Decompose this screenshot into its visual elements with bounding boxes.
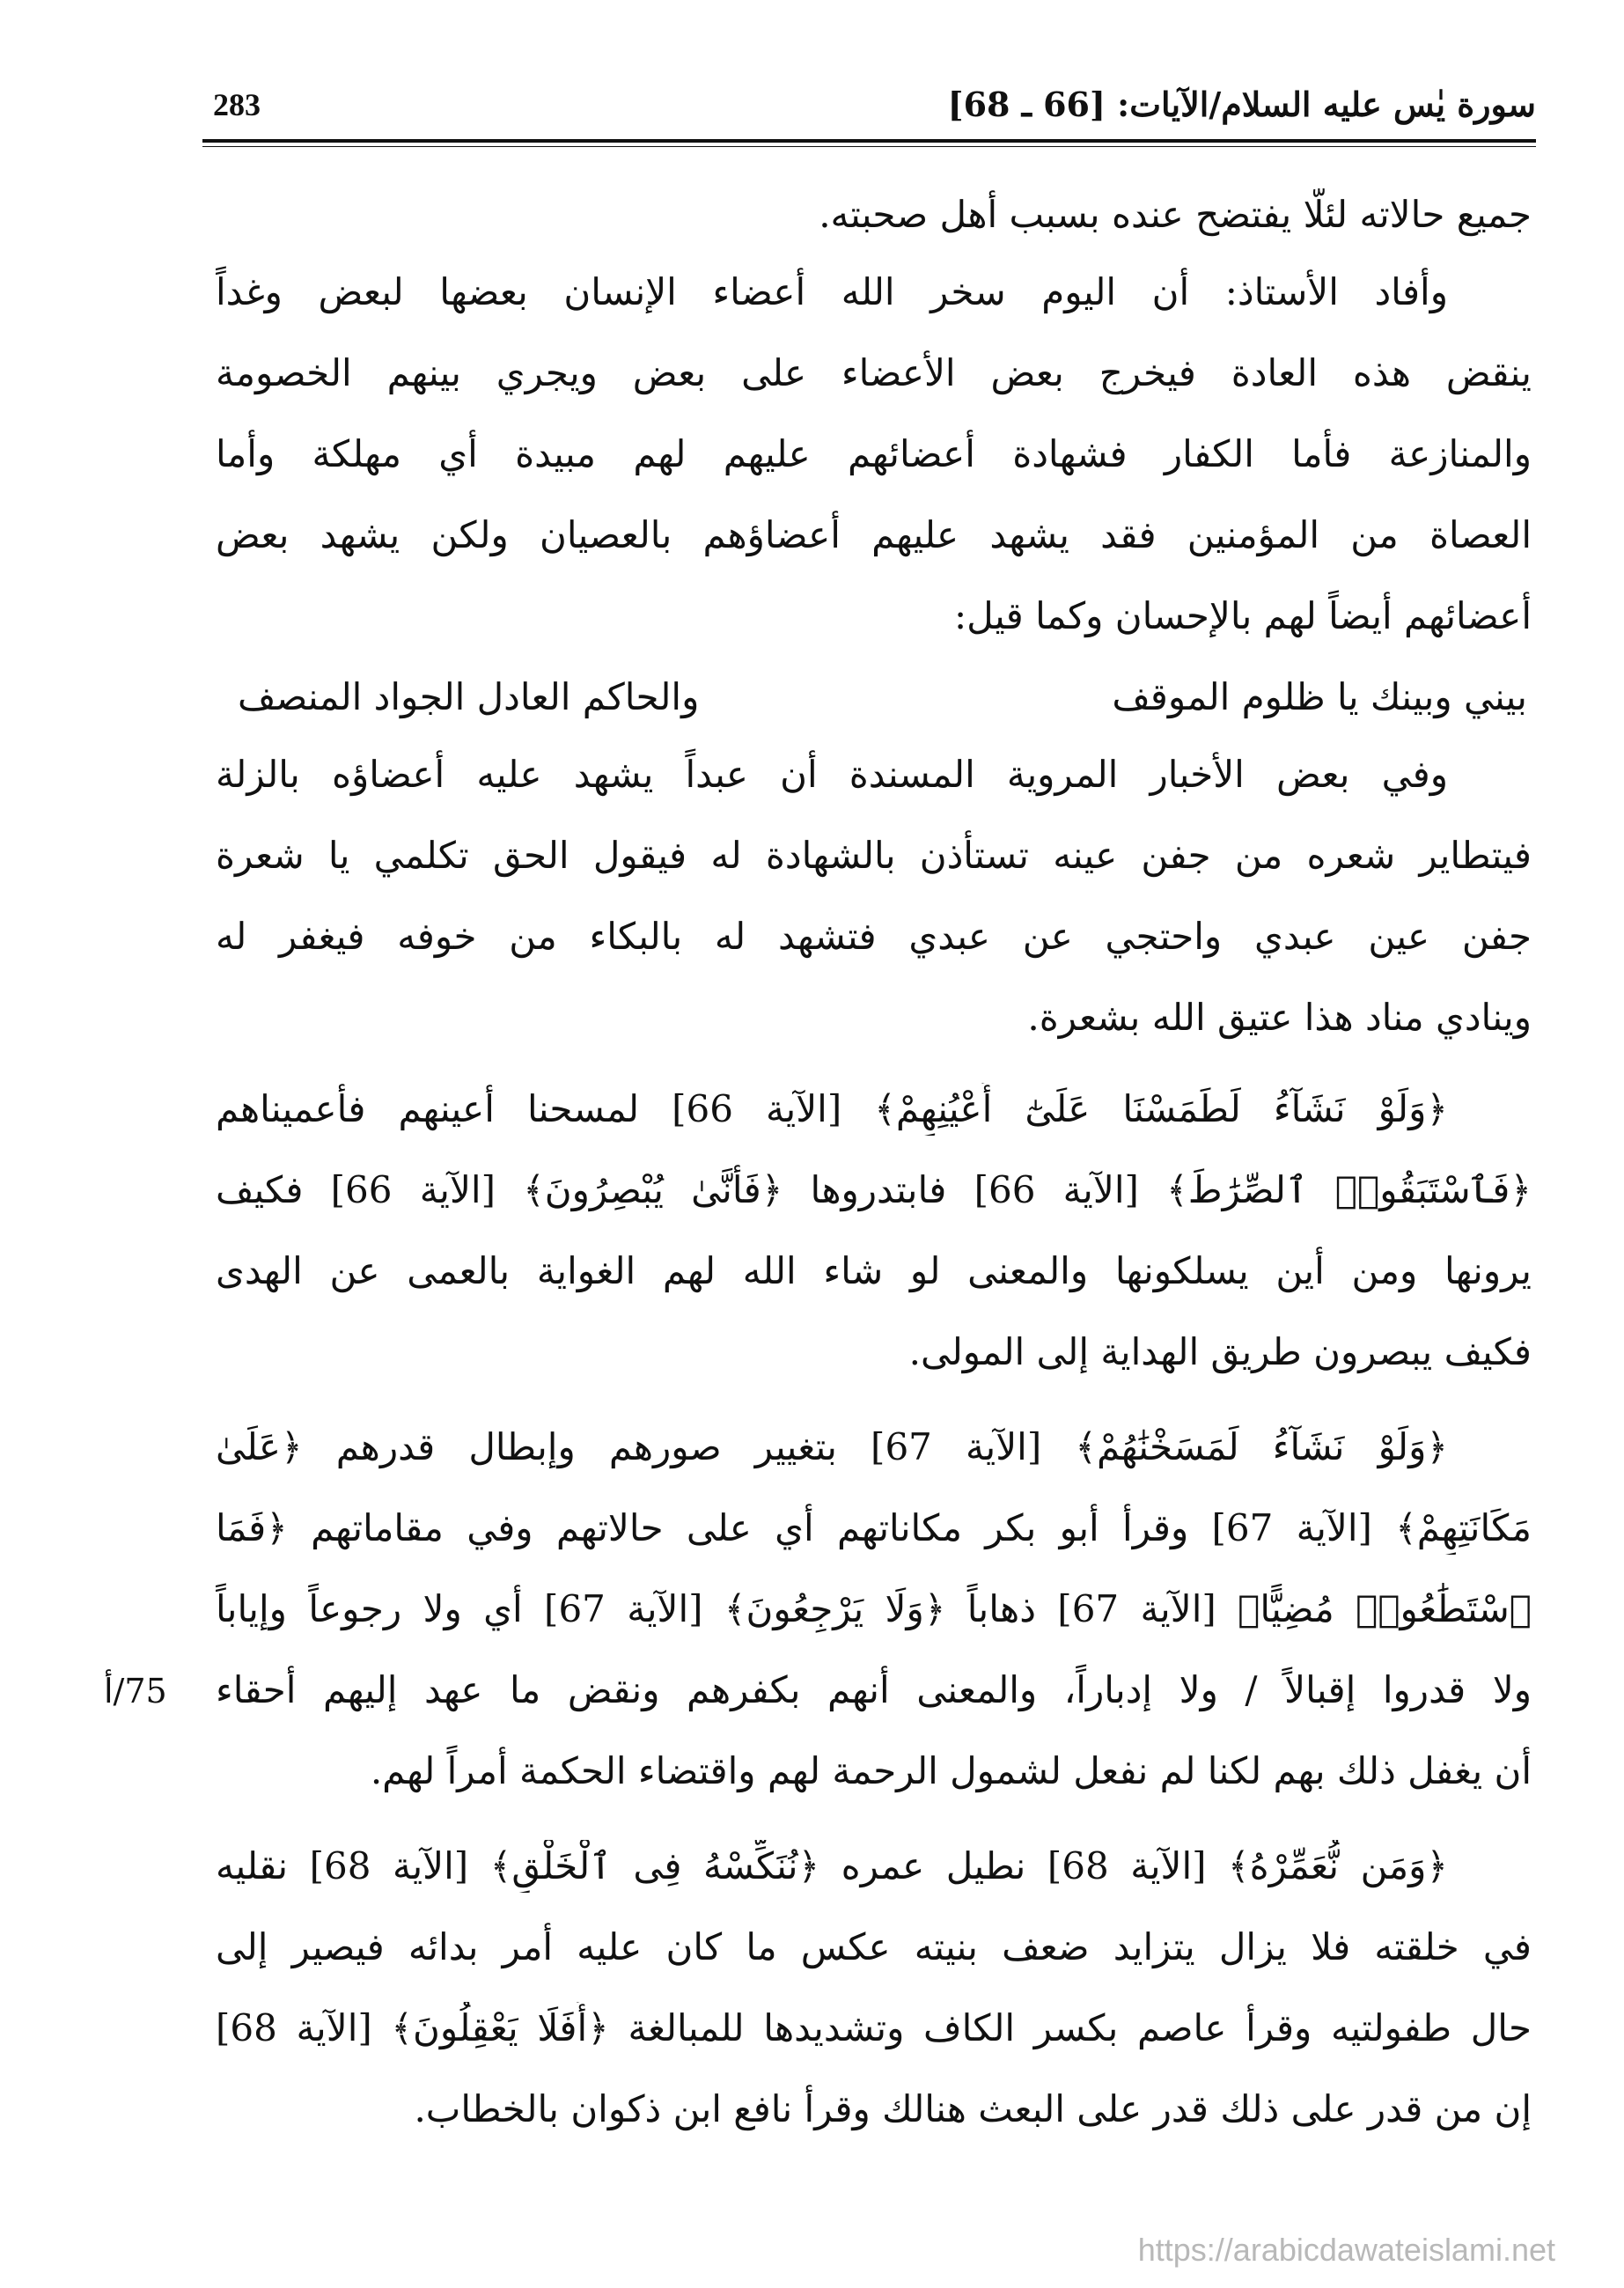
text-line: أعضائهم أيضاً لهم بالإحسان وكما قيل: bbox=[954, 594, 1532, 637]
text-line: فيتطاير شعره من جفن عينه تستأذن بالشهادة له فيقول الحق تكلمي يا شعرة bbox=[216, 834, 1532, 877]
text-line: أن يغفل ذلك بهم لكنا لم نفعل لشمول الرحمة لهم واقتضاء الحكمة أمراً لهم. bbox=[370, 1749, 1532, 1792]
text-line: والمنازعة فأما الكفار فشهادة أعضائهم عليهم لهم مبيدة أي مهلكة وأما bbox=[216, 432, 1532, 475]
margin-folio-note: 75/أ bbox=[104, 1672, 167, 1710]
text-line: ينقض هذه العادة فيخرج بعض الأعضاء على بعض ويجري بينهم الخصومة bbox=[216, 351, 1532, 394]
quran-verse-line: ﴿وَلَوْ نَشَآءُ لَمَسَخْنَٰهُمْ﴾ [الآية 67] بتغيير صورهم وإبطال قدرهم ﴿عَلَىٰ bbox=[216, 1425, 1448, 1468]
header-title: سورة يٰس عليه السلام/الآيات: [66 ـ 68] bbox=[947, 85, 1536, 124]
text-line: العصاة من المؤمنين فقد يشهد عليهم أعضاؤهم بالعصيان ولكن يشهد بعض bbox=[216, 513, 1532, 556]
poem-hemistich-right: بيني وبينك يا ظلوم الموقف bbox=[1112, 675, 1527, 718]
text-line: يرونها ومن أين يسلكونها والمعنى لو شاء الله لهم الغواية بالعمى عن الهدى bbox=[216, 1249, 1532, 1292]
text-line: وفي بعض الأخبار المروية المسندة أن عبداً يشهد عليه أعضاؤه بالزلة bbox=[216, 753, 1448, 796]
quran-verse-line: ﴿وَلَوْ نَشَآءُ لَطَمَسْنَا عَلَىٰٓ أَعْيُنِهِمْ﴾ [الآية 66] لمسحنا أعينهم فأعميناهم bbox=[216, 1087, 1448, 1130]
header-rule-thick bbox=[202, 139, 1536, 143]
text-line: وأفاد الأستاذ: أن اليوم سخر الله أعضاء الإنسان بعضها لبعض وغداً bbox=[216, 270, 1448, 313]
text-line: إن من قدر على ذلك قدر على البعث هنالك وقرأ نافع ابن ذكوان بالخطاب. bbox=[414, 2087, 1532, 2130]
header-rule-thin bbox=[202, 146, 1536, 147]
text-line: فكيف يبصرون طريق الهداية إلى المولى. bbox=[908, 1330, 1532, 1373]
quran-verse-line: حال طفولتيه وقرأ عاصم بكسر الكاف وتشديدها للمبالغة ﴿أَفَلَا يَعْقِلُونَ﴾ [الآية 68] bbox=[216, 2006, 1532, 2049]
poem-hemistich-left: والحاكم العادل الجواد المنصف bbox=[238, 675, 700, 718]
quran-verse-line: ٱسْتَطَٰعُوا۟ مُضِيًّا﴾ [الآية 67] ذهاباً ﴿وَلَا يَرْجِعُونَ﴾ [الآية 67] أي ولا رجوعاً وإياباً bbox=[216, 1587, 1532, 1630]
text-line: ولا قدروا إقبالاً / ولا إدباراً، والمعنى أنهم بكفرهم ونقض ما عهد إليهم أحقاء bbox=[216, 1668, 1532, 1711]
quran-verse-line: مَكَانَتِهِمْ﴾ [الآية 67] وقرأ أبو بكر مكاناتهم أي على حالاتهم وفي مقاماتهم ﴿فَمَا bbox=[216, 1506, 1532, 1549]
text-line: في خلقته فلا يزال يتزايد ضعف بنيته عكس ما كان عليه أمر بدائه فيصير إلى bbox=[216, 1925, 1532, 1968]
text-line: وينادي مناد هذا عتيق الله بشعرة. bbox=[1027, 996, 1532, 1039]
watermark-url: https://arabicdawateislami.net bbox=[1137, 2232, 1555, 2268]
page-number: 283 bbox=[213, 87, 261, 122]
text-line: جميع حالاته لئلّا يفتضح عنده بسبب أهل صحبته. bbox=[819, 193, 1532, 236]
quran-verse-line: ﴿فَٱسْتَبَقُوا۟ ٱلصِّرَٰطَ﴾ [الآية 66] فابتدروها ﴿فَأَنَّىٰ يُبْصِرُونَ﴾ [الآية 66] فكيف bbox=[216, 1168, 1532, 1211]
quran-verse-line: ﴿وَمَن نُّعَمِّرْهُ﴾ [الآية 68] نطيل عمره ﴿نُنَكِّسْهُ فِى ٱلْخَلْقِ﴾ [الآية 68] نقليه bbox=[216, 1844, 1448, 1887]
text-line: جفن عين عبدي واحتجي عن عبدي فتشهد له بالبكاء من خوفه فيغفر له bbox=[216, 915, 1532, 958]
running-header bbox=[202, 81, 1536, 136]
